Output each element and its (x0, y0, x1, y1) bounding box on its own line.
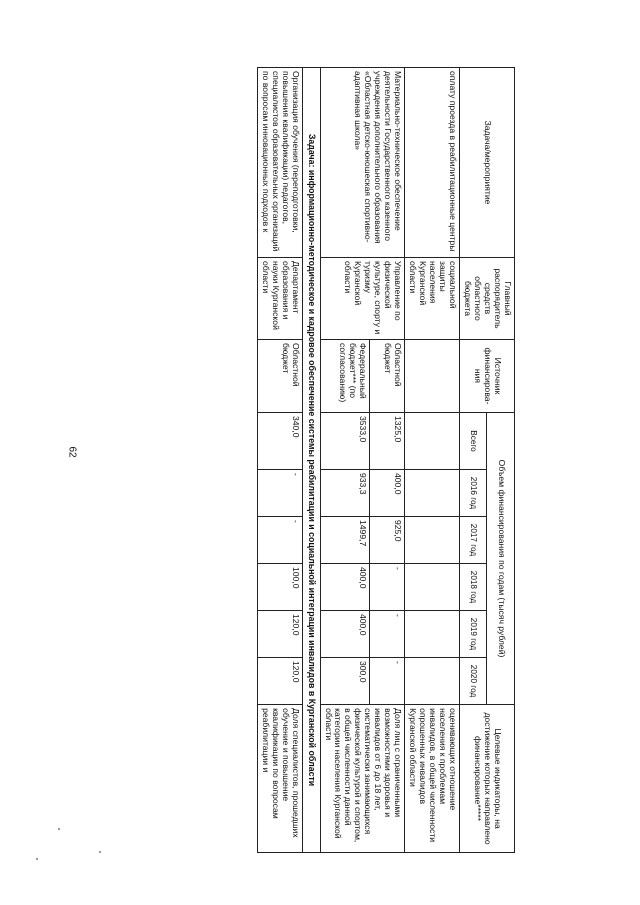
header-distributor: Главный распорядитель средств областного бюджета (460, 258, 515, 340)
header-total: Всего (460, 413, 487, 470)
cell-source: Областной бюджет (370, 340, 405, 413)
cell-task: Организация обучения (переподготовки, повышения квалификации) педагогов, специалистов образовательных организаций по вопросам инновационных подходов к (258, 68, 303, 258)
scan-speck (99, 851, 101, 853)
header-source: Источник финансирова-ния (460, 340, 515, 413)
cell-2020: - (370, 658, 405, 705)
table-row (370, 68, 405, 853)
cell-2019: 400,0 (320, 611, 369, 658)
header-year-2018: 2018 год (460, 564, 487, 611)
cell-2017: 1499,7 (320, 517, 369, 564)
cell-total: 340,0 (258, 413, 303, 470)
cell-2019: 120,0 (258, 611, 303, 658)
cell-distributor: социальной защиты населения Курганской области (405, 258, 460, 340)
cell-2017: - (258, 517, 303, 564)
page-number: 62 (66, 446, 78, 458)
section-row (303, 68, 320, 853)
cell-2018 (405, 564, 460, 611)
cell-2018: 100,0 (258, 564, 303, 611)
header-year-2020: 2020 год (460, 658, 487, 705)
header-volume: Объем финансирования по годам (тысяч рублей) (487, 413, 515, 705)
cell-source: Федеральный бюджет*** (по согласованию) (320, 340, 369, 413)
cell-2019 (405, 611, 460, 658)
table-row (405, 68, 460, 853)
section-title: Задача: информационно-методическое и кадровое обеспечение системы реабилитации и социальной интеграции инвалидов в Курганской области (303, 68, 320, 853)
cell-2020: 120,0 (258, 658, 303, 705)
cell-2017 (405, 517, 460, 564)
cell-indicator: Доля лиц с ограниченными возможностями здоровья и инвалидов от 6 до 18 лет, систематически занимающихся физической культурой и спортом, в общей численности данной категории населения Курганской области (320, 705, 405, 853)
cell-2018: - (370, 564, 405, 611)
cell-distributor: Департамент образования и науки Курганской области (258, 258, 303, 340)
header-indicators: Целевые индикаторы, на достижение которых направлено финансирование***** (460, 705, 515, 853)
cell-2016: 933,3 (320, 470, 369, 517)
scan-speck (58, 828, 60, 830)
financing-table (257, 67, 515, 853)
cell-2016 (405, 470, 460, 517)
cell-2018: 400,0 (320, 564, 369, 611)
cell-source (405, 340, 460, 413)
cell-distributor: Управление по физической культуре, спорту и туризму Курганской области (320, 258, 405, 340)
cell-2020 (405, 658, 460, 705)
cell-task: оплату проезда в реабилитационные центры (405, 68, 460, 258)
header-task: Задача/мероприятие (460, 68, 515, 258)
header-year-2017: 2017 год (460, 517, 487, 564)
cell-total: 3533,0 (320, 413, 369, 470)
cell-2019: - (370, 611, 405, 658)
cell-2020: 300,0 (320, 658, 369, 705)
cell-2017: 925,0 (370, 517, 405, 564)
header-year-2019: 2019 год (460, 611, 487, 658)
header-row (487, 68, 515, 853)
cell-task: Материально-техническое обеспечение деятельности Государственного казенного учреждения дополнительного образования «Областная детско-юношеская спортивно-адаптивная школа» (320, 68, 405, 258)
cell-2016: - (258, 470, 303, 517)
table-row (258, 68, 303, 853)
scan-speck (36, 858, 38, 860)
cell-total (405, 413, 460, 470)
cell-total: 1325,0 (370, 413, 405, 470)
header-year-2016: 2016 год (460, 470, 487, 517)
cell-source: Областной бюджет (258, 340, 303, 413)
cell-2016: 400,0 (370, 470, 405, 517)
cell-indicator: оценивающих отношение населения к проблемам инвалидов, в общей численности опрошенных инвалидов Курганской области (405, 705, 460, 853)
rotated-table-page (117, 67, 515, 852)
cell-indicator: Доля специалистов, прошедших обучение и повышение квалификации по вопросам реабилитации и (258, 705, 303, 853)
